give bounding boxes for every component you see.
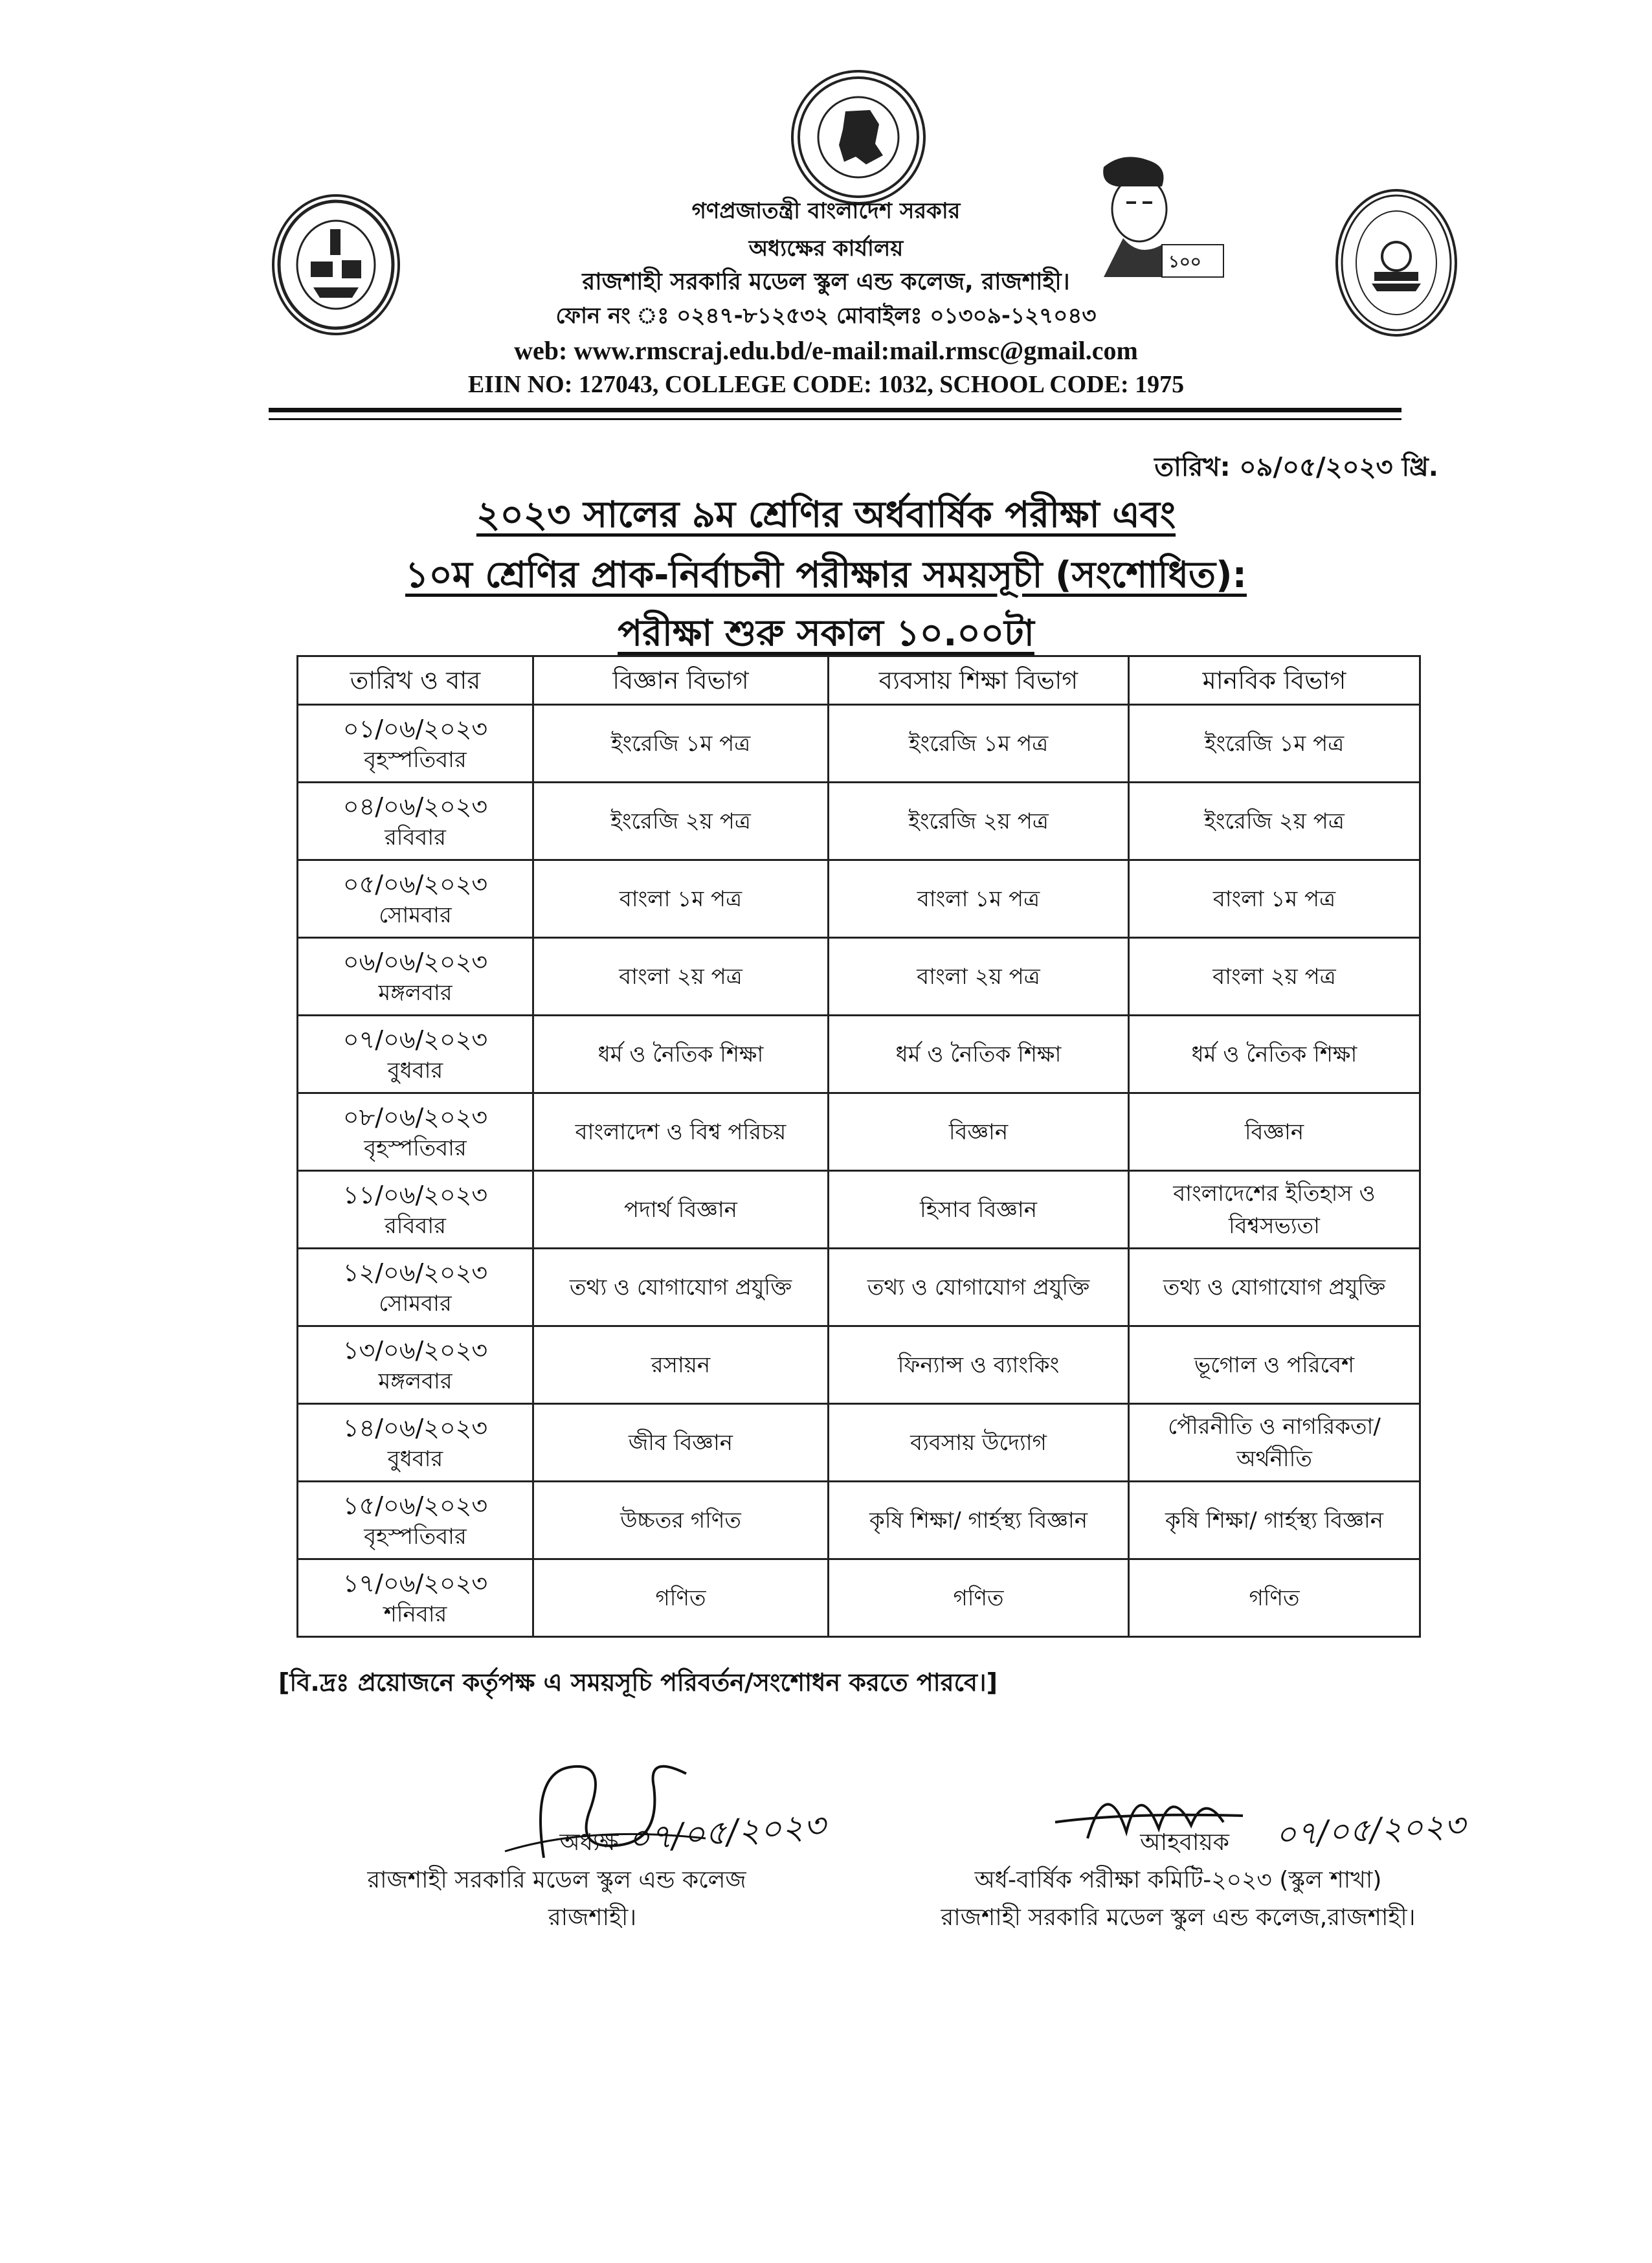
exam-weekday: মঙ্গলবার	[378, 979, 452, 1006]
exam-date: ০৮/০৬/২০২৩	[342, 1102, 488, 1132]
header-business: ব্যবসায় শিক্ষা বিভাগ	[829, 656, 1129, 705]
codes-line: EIIN NO: 127043, COLLEGE CODE: 1032, SCHOOL CODE: 1975	[467, 371, 1185, 398]
table-row	[298, 1016, 1420, 1093]
right-handwritten-date: ০৭/০৫/২০২৩	[1274, 1806, 1466, 1854]
exam-date: ১২/০৬/২০২৩	[342, 1258, 488, 1287]
phone-line: ফোন নং ঃ ০২৪৭-৮১২৫৩২ মোবাইলঃ ০১৩০৯-১২৭০৪৩	[555, 303, 1097, 329]
exam-date: ১৪/০৬/২০২৩	[342, 1413, 488, 1442]
exam-weekday: রবিবার	[385, 824, 446, 851]
table-row	[298, 938, 1420, 1016]
cell-business: ব্যবসায় উদ্যোগ	[829, 1404, 1129, 1482]
table-row	[298, 1559, 1420, 1637]
cell-humanities: বিজ্ঞান	[1129, 1093, 1420, 1171]
office-name: অধ্যক্ষের কার্যালয়	[748, 236, 904, 262]
exam-date: ০৫/০৬/২০২৩	[342, 869, 488, 898]
cell-business: গণিত	[829, 1559, 1129, 1637]
cell-science: বাংলাদেশ ও বিশ্ব পরিচয়	[533, 1093, 829, 1171]
table-row	[298, 1249, 1420, 1326]
cell-science: তথ্য ও যোগাযোগ প্রযুক্তি	[533, 1249, 829, 1326]
table-row	[298, 860, 1420, 938]
exam-date: ০১/০৬/২০২৩	[342, 714, 488, 743]
cell-humanities: বাংলা ২য় পত্র	[1129, 938, 1420, 1016]
exam-weekday: রবিবার	[385, 1212, 446, 1239]
exam-weekday: সোমবার	[379, 1290, 452, 1317]
cell-science: বাংলা ২য় পত্র	[533, 938, 829, 1016]
table-row	[298, 1404, 1420, 1482]
title-line-3: পরীক্ষা শুরু সকাল ১০.০০টা	[618, 612, 1034, 654]
header-rule-thin	[269, 418, 1401, 420]
exam-weekday: বুধবার	[387, 1445, 443, 1472]
title-line-1: ২০২৩ সালের ৯ম শ্রেণির অর্ধবার্ষিক পরীক্ষা এবং	[476, 494, 1176, 536]
cell-date-day	[298, 1016, 533, 1093]
exam-weekday: বুধবার	[387, 1057, 443, 1084]
right-signature-line2: রাজশাহী সরকারি মডেল স্কুল এন্ড কলেজ,রাজশাহী।	[941, 1904, 1416, 1931]
header-science: বিজ্ঞান বিভাগ	[533, 656, 829, 705]
cell-business: ইংরেজি ১ম পত্র	[829, 705, 1129, 783]
cell-business: ইংরেজি ২য় পত্র	[829, 783, 1129, 860]
header-rule-thick	[269, 408, 1401, 412]
cell-date-day	[298, 1171, 533, 1249]
cell-business: ফিন্যান্স ও ব্যাংকিং	[829, 1326, 1129, 1404]
exam-weekday: বৃহস্পতিবার	[364, 746, 467, 773]
exam-weekday: সোমবার	[379, 902, 452, 928]
government-seal-logo	[791, 70, 926, 205]
table-row	[298, 783, 1420, 860]
cell-humanities: বাংলাদেশের ইতিহাস ও বিশ্বসভ্যতা	[1129, 1171, 1420, 1249]
left-signature-line1: রাজশাহী সরকারি মডেল স্কুল এন্ড কলেজ	[367, 1867, 746, 1893]
cell-humanities: তথ্য ও যোগাযোগ প্রযুক্তি	[1129, 1249, 1420, 1326]
cell-science: ইংরেজি ২য় পত্র	[533, 783, 829, 860]
cell-humanities: গণিত	[1129, 1559, 1420, 1637]
cell-humanities: পৌরনীতি ও নাগরিকতা/অর্থনীতি	[1129, 1404, 1420, 1482]
cell-business: হিসাব বিজ্ঞান	[829, 1171, 1129, 1249]
cell-date-day	[298, 1249, 533, 1326]
cell-date-day	[298, 1482, 533, 1559]
exam-date: ১৭/০৬/২০২৩	[342, 1568, 488, 1598]
cell-date-day	[298, 1404, 533, 1482]
cell-date-day	[298, 938, 533, 1016]
right-signature-line1: অর্ধ-বার্ষিক পরীক্ষা কমিটি-২০২৩ (স্কুল শাখা)	[974, 1867, 1382, 1893]
header-humanities: মানবিক বিভাগ	[1129, 656, 1420, 705]
cell-science: গণিত	[533, 1559, 829, 1637]
exam-weekday: মঙ্গলবার	[378, 1368, 452, 1394]
table-row	[298, 1171, 1420, 1249]
cell-business: ধর্ম ও নৈতিক শিক্ষা	[829, 1016, 1129, 1093]
cell-date-day	[298, 860, 533, 938]
cell-science: বাংলা ১ম পত্র	[533, 860, 829, 938]
exam-date: ০৬/০৬/২০২৩	[342, 947, 488, 976]
cell-business: কৃষি শিক্ষা/ গার্হস্থ্য বিজ্ঞান	[829, 1482, 1129, 1559]
cell-date-day	[298, 783, 533, 860]
cell-date-day	[298, 1559, 533, 1637]
cell-science: ইংরেজি ১ম পত্র	[533, 705, 829, 783]
cell-science: জীব বিজ্ঞান	[533, 1404, 829, 1482]
svg-text:১০০: ১০০	[1168, 252, 1201, 272]
footnote: [বি.দ্রঃ প্রয়োজনে কর্তৃপক্ষ এ সময়সূচি পরিবর্তন/সংশোধন করতে পারবে।]	[278, 1668, 998, 1697]
exam-weekday: বৃহস্পতিবার	[364, 1135, 467, 1161]
exam-weekday: শনিবার	[383, 1601, 447, 1627]
left-signature-block	[324, 1824, 790, 1937]
table-row	[298, 1326, 1420, 1404]
left-signature-title: অধ্যক্ষ	[559, 1829, 619, 1856]
cell-science: উচ্চতর গণিত	[533, 1482, 829, 1559]
cell-science: রসায়ন	[533, 1326, 829, 1404]
web-email-line: web: www.rmscraj.edu.bd/e-mail:mail.rmsc@gmail.com	[514, 336, 1138, 365]
right-signature-title: আহবায়ক	[1140, 1829, 1229, 1856]
cell-humanities: ইংরেজি ২য় পত্র	[1129, 783, 1420, 860]
cell-business: বাংলা ১ম পত্র	[829, 860, 1129, 938]
table-row	[298, 1093, 1420, 1171]
cell-date-day	[298, 705, 533, 783]
cell-science: ধর্ম ও নৈতিক শিক্ষা	[533, 1016, 829, 1093]
cell-humanities: ইংরেজি ১ম পত্র	[1129, 705, 1420, 783]
cell-humanities: ধর্ম ও নৈতিক শিক্ষা	[1129, 1016, 1420, 1093]
title-line-2: ১০ম শ্রেণির প্রাক-নির্বাচনী পরীক্ষার সময়সূচী (সংশোধিত):	[405, 554, 1247, 596]
cell-humanities: ভূগোল ও পরিবেশ	[1129, 1326, 1420, 1404]
exam-date: ১১/০৬/২০২৩	[342, 1180, 488, 1209]
exam-date: ১৩/০৬/২০২৩	[342, 1335, 488, 1365]
cell-science: পদার্থ বিজ্ঞান	[533, 1171, 829, 1249]
header-date-day: তারিখ ও বার	[298, 656, 533, 705]
table-row	[298, 705, 1420, 783]
cell-business: বিজ্ঞান	[829, 1093, 1129, 1171]
institution-name: রাজশাহী সরকারি মডেল স্কুল এন্ড কলেজ, রাজশাহী।	[582, 269, 1070, 295]
cell-humanities: বাংলা ১ম পত্র	[1129, 860, 1420, 938]
exam-weekday: বৃহস্পতিবার	[364, 1523, 467, 1550]
cell-business: বাংলা ২য় পত্র	[829, 938, 1129, 1016]
cell-humanities: কৃষি শিক্ষা/ গার্হস্থ্য বিজ্ঞান	[1129, 1482, 1420, 1559]
right-signature-block	[893, 1824, 1463, 1937]
exam-date: ১৫/০৬/২০২৩	[342, 1491, 488, 1520]
left-handwritten-date: ০৭/০৫/২০২৩	[627, 1806, 827, 1859]
table-row	[298, 1482, 1420, 1559]
govt-name: গণপ্রজাতন্ত্রী বাংলাদেশ সরকার	[691, 198, 961, 224]
table-header-row	[298, 656, 1420, 705]
cell-date-day	[298, 1093, 533, 1171]
cell-business: তথ্য ও যোগাযোগ প্রযুক্তি	[829, 1249, 1129, 1326]
cell-date-day	[298, 1326, 533, 1404]
left-signature-line2: রাজশাহী।	[548, 1904, 637, 1931]
exam-date: ০৪/০৬/২০২৩	[342, 792, 488, 821]
exam-schedule-table	[296, 655, 1421, 1638]
issue-date: তারিখ: ০৯/০৫/২০২৩ খ্রি.	[1154, 452, 1438, 482]
exam-date: ০৭/০৬/২০২৩	[342, 1025, 488, 1054]
